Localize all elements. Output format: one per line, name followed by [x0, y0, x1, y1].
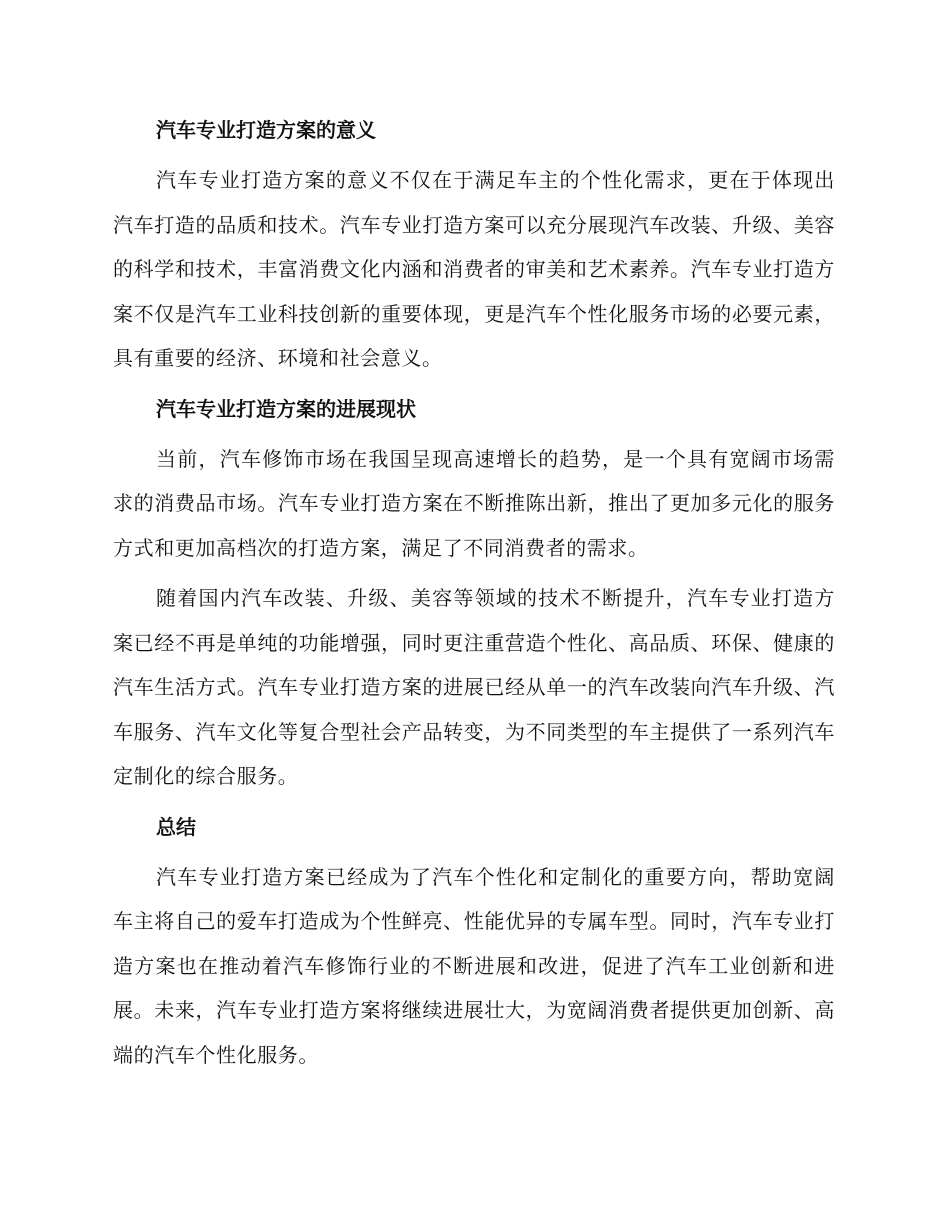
- document-page: [113, 108, 835, 1083]
- section-heading-summary: 总结: [156, 814, 196, 839]
- section-heading-significance: 汽车专业打造方案的意义: [156, 118, 376, 142]
- paragraph-summary: 汽车专业打造方案已经成为了汽车个性化和定制化的重要方向，帮助宽阔车主将自己的爱车打造成为个性鲜亮、性能优异的专属车型。同时，汽车专业打造方案也在推动着汽车修饰行业的不断进展和改进，促进了汽车工业创新和进展。未来，汽车专业打造方案将继续进展壮大，为宽阔消费者提供更加创新、高端的汽车个性化服务。: [113, 864, 835, 1067]
- paragraph-significance: 汽车专业打造方案的意义不仅在于满足车主的个性化需求，更在于体现出汽车打造的品质和技术。汽车专业打造方案可以充分展现汽车改装、升级、美容的科学和技术，丰富消费文化内涵和消费者的审美和艺术素养。汽车专业打造方案不仅是汽车工业科技创新的重要体现，更是汽车个性化服务市场的必要元素，具有重要的经济、环境和社会意义。: [113, 168, 835, 370]
- paragraph-progress-trend: 随着国内汽车改装、升级、美容等领域的技术不断提升，汽车专业打造方案已经不再是单纯的功能增强，同时更注重营造个性化、高品质、环保、健康的汽车生活方式。汽车专业打造方案的进展已经从单一的汽车改装向汽车升级、汽车服务、汽车文化等复合型社会产品转变，为不同类型的车主提供了一系列汽车定制化的综合服务。: [113, 586, 835, 788]
- paragraph-progress-current: 当前，汽车修饰市场在我国呈现高速增长的趋势，是一个具有宽阔市场需求的消费品市场。汽车专业打造方案在不断推陈出新，推出了更加多元化的服务方式和更加高档次的打造方案，满足了不同消费者的需求。: [113, 446, 835, 560]
- section-heading-progress: 汽车专业打造方案的进展现状: [156, 396, 416, 421]
